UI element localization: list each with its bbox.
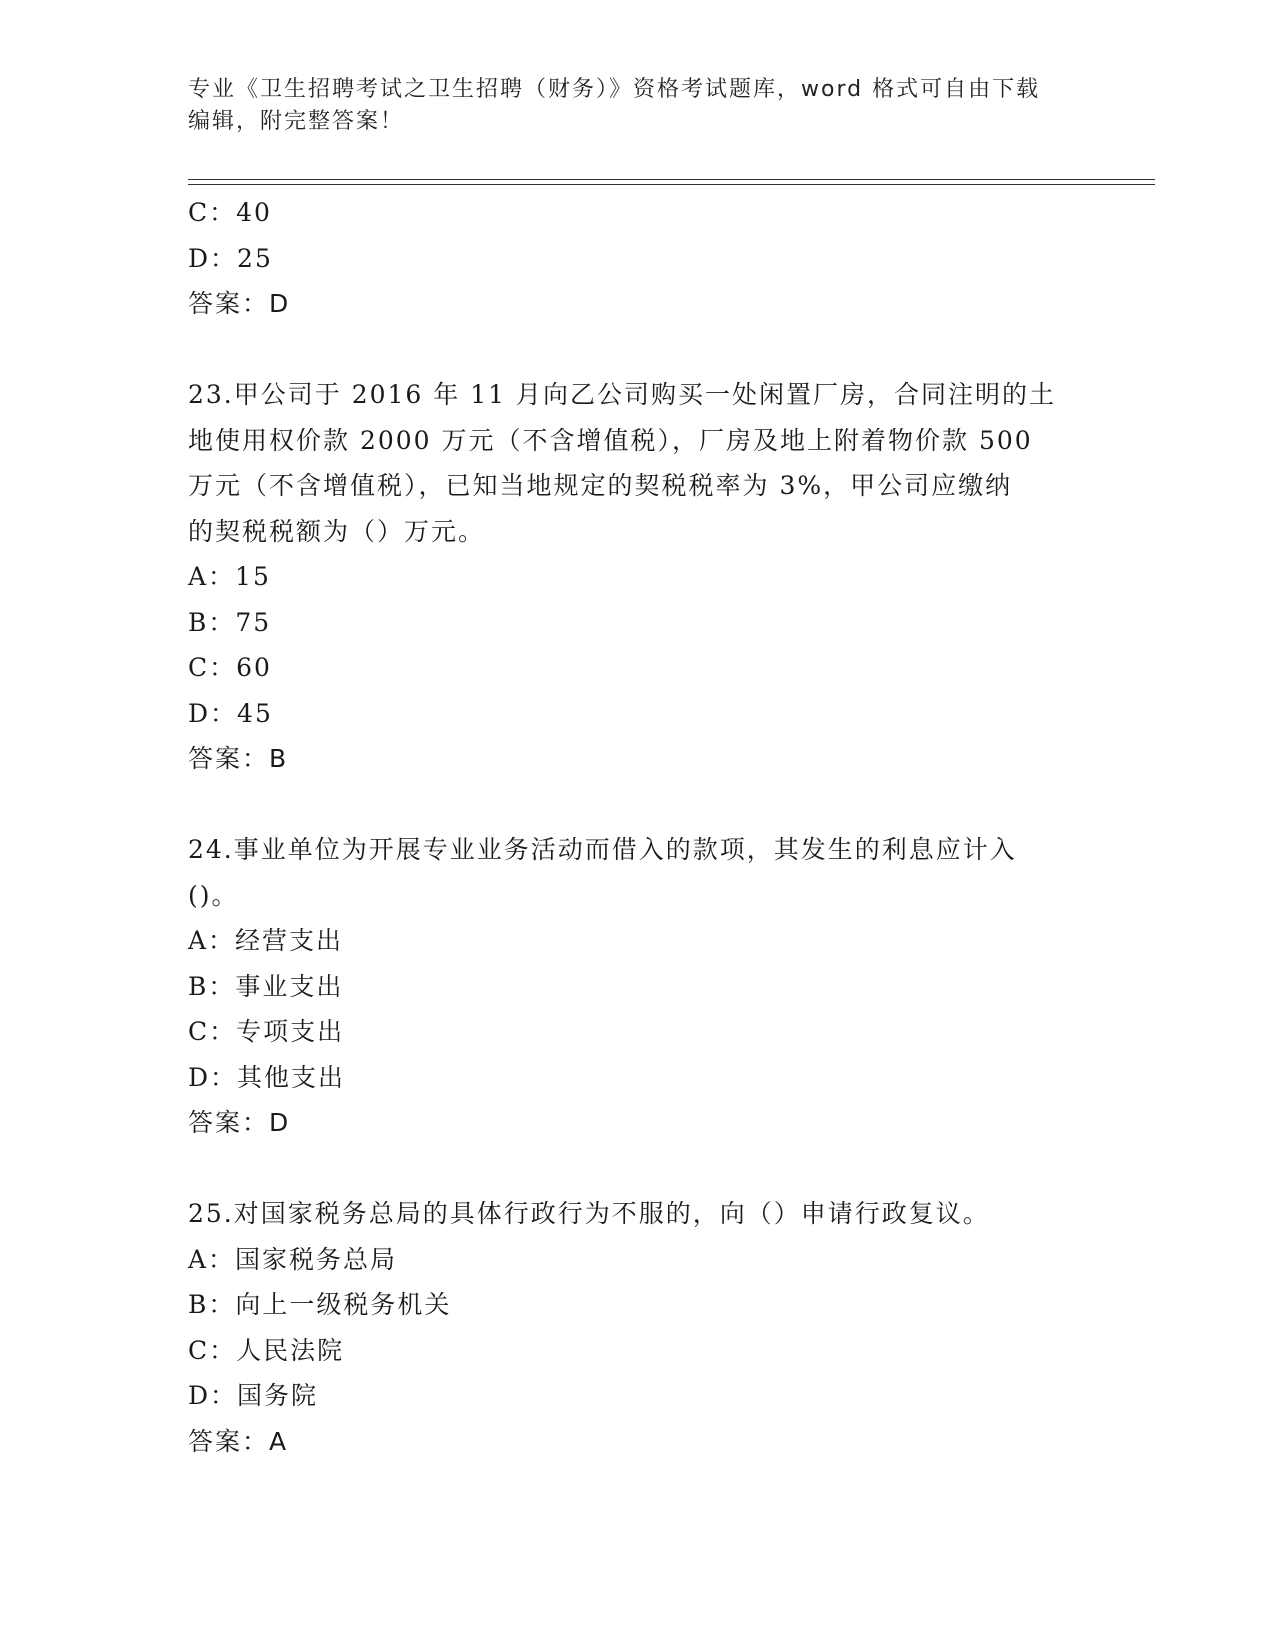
answer-label: 答案：D bbox=[188, 1108, 291, 1137]
spacer bbox=[188, 1146, 1078, 1192]
option-a: A：15 bbox=[188, 562, 271, 591]
option-b: B：事业支出 bbox=[188, 971, 344, 1001]
option-d: D：国务院 bbox=[188, 1381, 319, 1410]
question-text-line: 23.甲公司于 2016 年 11 月向乙公司购买一处闲置厂房，合同注明的土 bbox=[188, 380, 1056, 409]
question-text-line: 地使用权价款 2000 万元（不含增值税），厂房及地上附着物价款 500 bbox=[188, 425, 1033, 455]
question-text-line: 的契税税额为（）万元。 bbox=[188, 516, 486, 546]
question-text-line: 万元（不含增值税），已知当地规定的契税税率为 3%，甲公司应缴纳 bbox=[188, 471, 1013, 500]
option-c: C：专项支出 bbox=[188, 1017, 345, 1046]
header-rule-bottom bbox=[188, 184, 1155, 185]
option-c: C：40 bbox=[188, 198, 272, 227]
question-24 bbox=[188, 827, 1078, 1146]
option-d: D：45 bbox=[188, 698, 273, 728]
option-b: B：75 bbox=[188, 607, 272, 637]
answer-label: 答案：D bbox=[188, 289, 291, 318]
option-a: A：国家税务总局 bbox=[188, 1244, 398, 1274]
document-header bbox=[188, 74, 1068, 138]
answer-label: 答案：A bbox=[188, 1426, 289, 1456]
header-line-2: 编辑，附完整答案！ bbox=[188, 109, 405, 134]
spacer bbox=[188, 327, 1078, 373]
question-text-line: ()。 bbox=[188, 880, 239, 910]
option-b: B：向上一级税务机关 bbox=[188, 1290, 452, 1319]
question-content bbox=[188, 190, 1078, 1464]
option-d: D：其他支出 bbox=[188, 1062, 346, 1092]
option-c: C：60 bbox=[188, 653, 272, 682]
option-d: D：25 bbox=[188, 243, 273, 273]
header-line-1: 专业《卫生招聘考试之卫生招聘（财务）》资格考试题库，word 格式可自由下载 bbox=[188, 77, 1041, 102]
question-25 bbox=[188, 1191, 1078, 1464]
option-c: C：人民法院 bbox=[188, 1335, 345, 1365]
spacer bbox=[188, 782, 1078, 828]
option-a: A：经营支出 bbox=[188, 926, 344, 955]
previous-question bbox=[188, 190, 1078, 327]
answer-label: 答案：B bbox=[188, 744, 289, 773]
header-rule-top bbox=[188, 179, 1155, 180]
question-23 bbox=[188, 372, 1078, 782]
question-text-line: 25.对国家税务总局的具体行政行为不服的，向（）申请行政复议。 bbox=[188, 1199, 990, 1228]
question-text-line: 24.事业单位为开展专业业务活动而借入的款项，其发生的利息应计入 bbox=[188, 835, 1017, 864]
